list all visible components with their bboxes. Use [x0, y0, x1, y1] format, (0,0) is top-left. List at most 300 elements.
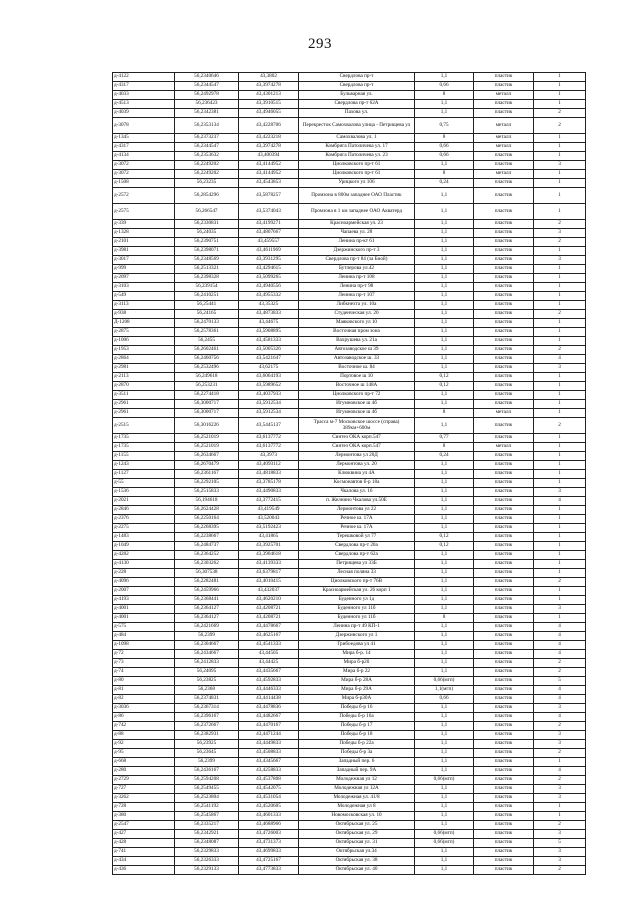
- longitude-cell: 43,4688966: [239, 821, 299, 830]
- latitude-cell: 56,2238667: [175, 533, 239, 542]
- volume-cell: 1,1: [415, 229, 474, 238]
- latitude-cell: 56,2521019: [175, 443, 239, 452]
- site-id-cell: д-4130: [113, 560, 175, 569]
- site-id-cell: д-1127: [113, 470, 175, 479]
- material-cell: пластик: [474, 722, 534, 731]
- latitude-cell: 56,23645: [175, 749, 239, 758]
- volume-cell: 1,1: [415, 355, 474, 364]
- table-row: [113, 319, 586, 328]
- latitude-cell: 56,2364252: [175, 551, 239, 560]
- material-cell: пластик: [474, 256, 534, 265]
- latitude-cell: 56,2348087: [175, 839, 239, 848]
- address-cell: Либкнехта ул. 10а: [299, 301, 415, 310]
- material-cell: пластик: [474, 337, 534, 346]
- address-cell: Победы б-р 22а: [299, 740, 415, 749]
- material-cell: пластик: [474, 659, 534, 668]
- material-cell: пластик: [474, 830, 534, 839]
- site-id-cell: д-3072: [113, 161, 175, 170]
- latitude-cell: 56,2282481: [175, 578, 239, 587]
- site-id-cell: д-1483: [113, 533, 175, 542]
- longitude-cell: 43,4541333: [239, 641, 299, 650]
- address-cell: Трасса м-7 Московское шоссе (справа) 389км+600м: [299, 418, 415, 434]
- table-row: [113, 515, 586, 524]
- latitude-cell: 56,23825: [175, 677, 239, 686]
- count-cell: 2: [534, 821, 586, 830]
- volume-cell: 0,66(мгп): [415, 830, 474, 839]
- page-number: 293: [308, 36, 332, 52]
- volume-cell: 8: [415, 409, 474, 418]
- latitude-cell: 56,2342381: [175, 109, 239, 118]
- site-id-cell: д-428: [113, 839, 175, 848]
- latitude-cell: 56,2364127: [175, 614, 239, 623]
- count-cell: 2: [534, 220, 586, 229]
- volume-cell: 0,75: [415, 118, 474, 134]
- count-cell: 3: [534, 830, 586, 839]
- table-row: [113, 188, 586, 204]
- volume-cell: 8: [415, 91, 474, 100]
- latitude-cell: 56,2326333: [175, 857, 239, 866]
- volume-cell: 1,1: [415, 265, 474, 274]
- table-row: [113, 704, 586, 713]
- address-cell: Мира б-р 28А: [299, 677, 415, 686]
- volume-cell: 1,1: [415, 803, 474, 812]
- site-id-cell: д-434: [113, 857, 175, 866]
- volume-cell: 1,1: [415, 479, 474, 488]
- count-cell: 1: [534, 247, 586, 256]
- count-cell: 1: [534, 391, 586, 400]
- longitude-cell: 43,4414438: [239, 695, 299, 704]
- material-cell: пластик: [474, 265, 534, 274]
- count-cell: 2: [534, 749, 586, 758]
- table-row: [113, 265, 586, 274]
- site-id-cell: д-2864: [113, 355, 175, 364]
- latitude-cell: 56,2274418: [175, 391, 239, 400]
- material-cell: пластик: [474, 152, 534, 161]
- latitude-cell: 56,2340646: [175, 73, 239, 82]
- volume-cell: 1,1: [415, 319, 474, 328]
- table-row: [113, 310, 586, 319]
- latitude-cell: 56,2492978: [175, 91, 239, 100]
- address-cell: Мира б-р 22: [299, 668, 415, 677]
- table-row: [113, 632, 586, 641]
- address-cell: Победы б-р 16: [299, 704, 415, 713]
- table-row: [113, 866, 586, 875]
- longitude-cell: 43,4482667: [239, 713, 299, 722]
- longitude-cell: 43,520043: [239, 515, 299, 524]
- address-cell: Ленина пр-т 107: [299, 292, 415, 301]
- longitude-cell: 43,4037933: [239, 391, 299, 400]
- count-cell: 2: [534, 118, 586, 134]
- material-cell: пластик: [474, 497, 534, 506]
- address-cell: Ленина пр-кт 61: [299, 238, 415, 247]
- material-cell: пластик: [474, 418, 534, 434]
- volume-cell: 1,1: [415, 247, 474, 256]
- latitude-cell: 56,2373237: [175, 134, 239, 143]
- latitude-cell: 56,2250164: [175, 515, 239, 524]
- table-row: [113, 623, 586, 632]
- latitude-cell: 56,2549455: [175, 785, 239, 794]
- volume-cell: 0,24: [415, 452, 474, 461]
- material-cell: пластик: [474, 434, 534, 443]
- site-id-cell: д-2101: [113, 238, 175, 247]
- site-id-cell: д-3017: [113, 256, 175, 265]
- volume-cell: 1,1: [415, 848, 474, 857]
- material-cell: пластик: [474, 506, 534, 515]
- site-id-cell: д-2007: [113, 587, 175, 596]
- material-cell: пластик: [474, 355, 534, 364]
- table-row: [113, 283, 586, 292]
- material-cell: пластик: [474, 686, 534, 695]
- latitude-cell: 56,249618: [175, 373, 239, 382]
- site-id-cell: д-228: [113, 569, 175, 578]
- count-cell: 2: [534, 866, 586, 875]
- volume-cell: 1,1: [415, 794, 474, 803]
- volume-cell: 1,1: [415, 857, 474, 866]
- volume-cell: 0,24: [415, 179, 474, 188]
- volume-cell: 8: [415, 134, 474, 143]
- site-id-cell: д-1098: [113, 641, 175, 650]
- table-row: [113, 143, 586, 152]
- address-cell: Ленина пр-т 49 КП-1: [299, 623, 415, 632]
- volume-cell: 1,1: [415, 821, 474, 830]
- longitude-cell: 43,5099265: [239, 274, 299, 283]
- table-row: [113, 179, 586, 188]
- table-row: [113, 686, 586, 695]
- volume-cell: 1,1: [415, 767, 474, 776]
- table-row: [113, 587, 586, 596]
- table-row: [113, 767, 586, 776]
- site-id-cell: д-4513: [113, 100, 175, 109]
- table-row: [113, 812, 586, 821]
- latitude-cell: 56,2249202: [175, 161, 239, 170]
- longitude-cell: 43,5005326: [239, 346, 299, 355]
- site-id-cell: д-3511: [113, 391, 175, 400]
- count-cell: 1: [534, 82, 586, 91]
- site-id-cell: д-1735: [113, 443, 175, 452]
- site-id-cell: д-95: [113, 749, 175, 758]
- latitude-cell: 56,253231: [175, 382, 239, 391]
- count-cell: 1: [534, 533, 586, 542]
- latitude-cell: 56,2484737: [175, 542, 239, 551]
- material-cell: пластик: [474, 848, 534, 857]
- latitude-cell: 56,194618: [175, 497, 239, 506]
- longitude-cell: 43,5908895: [239, 328, 299, 337]
- latitude-cell: 56,2390751: [175, 238, 239, 247]
- latitude-cell: 56,2335217: [175, 821, 239, 830]
- site-id-cell: д-2870: [113, 382, 175, 391]
- latitude-cell: 56,2541192: [175, 803, 239, 812]
- site-id-cell: д-1345: [113, 134, 175, 143]
- volume-cell: 8: [415, 614, 474, 623]
- volume-cell: 1,1: [415, 470, 474, 479]
- volume-cell: 1,1: [415, 749, 474, 758]
- site-id-cell: д-80: [113, 677, 175, 686]
- longitude-cell: 43,3772415: [239, 497, 299, 506]
- material-cell: пластик: [474, 596, 534, 605]
- material-cell: пластик: [474, 109, 534, 118]
- table-row: [113, 722, 586, 731]
- site-id-cell: д-3103: [113, 283, 175, 292]
- longitude-cell: 43,3904618: [239, 551, 299, 560]
- longitude-cell: 43,3802: [239, 73, 299, 82]
- material-cell: пластик: [474, 220, 534, 229]
- address-cell: Лермонтова ул. 20: [299, 461, 415, 470]
- site-id-cell: д-1328: [113, 229, 175, 238]
- longitude-cell: 43,4807667: [239, 229, 299, 238]
- table-row: [113, 614, 586, 623]
- table-row: [113, 524, 586, 533]
- material-cell: пластик: [474, 452, 534, 461]
- table-row: [113, 578, 586, 587]
- longitude-cell: 43,4093112: [239, 461, 299, 470]
- latitude-cell: 56,2513321: [175, 265, 239, 274]
- volume-cell: 1,1: [415, 506, 474, 515]
- site-id-cell: д-3072: [113, 170, 175, 179]
- data-table: [112, 72, 586, 875]
- latitude-cell: 56,2329133: [175, 866, 239, 875]
- volume-cell: 0,66(мгп): [415, 839, 474, 848]
- site-id-cell: д-1243: [113, 461, 175, 470]
- table-row: [113, 506, 586, 515]
- address-cell: Буденного ул 1д: [299, 596, 415, 605]
- longitude-cell: 43,4592833: [239, 677, 299, 686]
- longitude-cell: 43,41865: [239, 533, 299, 542]
- longitude-cell: 43,3925701: [239, 542, 299, 551]
- address-cell: Октябрьская ул.34: [299, 848, 415, 857]
- table-row: [113, 740, 586, 749]
- address-cell: Комбрига Патоличева ул. 17: [299, 143, 415, 152]
- address-cell: Победы б-р 3а: [299, 749, 415, 758]
- material-cell: пластик: [474, 632, 534, 641]
- count-cell: 2: [534, 346, 586, 355]
- count-cell: 1: [534, 274, 586, 283]
- material-cell: пластик: [474, 839, 534, 848]
- material-cell: пластик: [474, 668, 534, 677]
- longitude-cell: 43,6379817: [239, 569, 299, 578]
- count-cell: 1: [534, 461, 586, 470]
- latitude-cell: 56,307538: [175, 569, 239, 578]
- latitude-cell: 56,2364127: [175, 605, 239, 614]
- volume-cell: 0,12: [415, 533, 474, 542]
- material-cell: пластик: [474, 533, 534, 542]
- longitude-cell: 43,4581333: [239, 337, 299, 346]
- volume-cell: 1,1: [415, 731, 474, 740]
- volume-cell: 8: [415, 170, 474, 179]
- site-id-cell: д-2572: [113, 188, 175, 204]
- address-cell: Комбрига Патоличева ул. 23: [299, 152, 415, 161]
- material-cell: пластик: [474, 373, 534, 382]
- material-cell: пластик: [474, 542, 534, 551]
- address-cell: Дзержинского пр-т 3: [299, 247, 415, 256]
- site-id-cell: д-484: [113, 632, 175, 641]
- count-cell: 2: [534, 659, 586, 668]
- latitude-cell: 56,2268395: [175, 524, 239, 533]
- address-cell: Молодежная ул 12А: [299, 785, 415, 794]
- count-cell: 1: [534, 204, 586, 220]
- site-id-cell: д-2875: [113, 328, 175, 337]
- longitude-cell: 43,3931295: [239, 256, 299, 265]
- address-cell: Циолковского пр-т 72: [299, 391, 415, 400]
- address-cell: Синтез ОКА корп.547: [299, 434, 415, 443]
- latitude-cell: 56,2459966: [175, 587, 239, 596]
- count-cell: 4: [534, 650, 586, 659]
- latitude-cell: 56,2398328: [175, 274, 239, 283]
- longitude-cell: 43,6137772: [239, 443, 299, 452]
- material-cell: пластик: [474, 179, 534, 188]
- count-cell: 3: [534, 256, 586, 265]
- table-row: [113, 668, 586, 677]
- count-cell: 4: [534, 713, 586, 722]
- material-cell: металл: [474, 91, 534, 100]
- latitude-cell: 56,2455: [175, 337, 239, 346]
- latitude-cell: 56,2532496: [175, 364, 239, 373]
- count-cell: 1: [534, 143, 586, 152]
- site-id-cell: д-86: [113, 713, 175, 722]
- address-cell: Победы б-р 18: [299, 731, 415, 740]
- volume-cell: 1,1: [415, 704, 474, 713]
- longitude-cell: 43,4471244: [239, 731, 299, 740]
- site-id-cell: д-4001: [113, 614, 175, 623]
- site-id-cell: д-575: [113, 623, 175, 632]
- volume-cell: 1,1: [415, 866, 474, 875]
- volume-cell: 1,1: [415, 641, 474, 650]
- count-cell: 1: [534, 479, 586, 488]
- site-id-cell: д-2981: [113, 364, 175, 373]
- count-cell: 4: [534, 355, 586, 364]
- count-cell: 1: [534, 596, 586, 605]
- site-id-cell: д-1536: [113, 488, 175, 497]
- volume-cell: 1,1: [415, 659, 474, 668]
- material-cell: пластик: [474, 346, 534, 355]
- volume-cell: 1,1: [415, 551, 474, 560]
- address-cell: Свердлова пр-т 84 (за Биой): [299, 256, 415, 265]
- material-cell: пластик: [474, 391, 534, 400]
- site-id-cell: д-1508: [113, 179, 175, 188]
- address-cell: Урицкого ул 106: [299, 179, 415, 188]
- material-cell: пластик: [474, 461, 534, 470]
- latitude-cell: 56,2545867: [175, 812, 239, 821]
- latitude-cell: 56,2329833: [175, 848, 239, 857]
- latitude-cell: 56,2515833: [175, 488, 239, 497]
- longitude-cell: 43,3785178: [239, 479, 299, 488]
- site-id-cell: д-73: [113, 659, 175, 668]
- table-row: [113, 391, 586, 400]
- material-cell: пластик: [474, 650, 534, 659]
- latitude-cell: 56,2460756: [175, 355, 239, 364]
- latitude-cell: 56,23235: [175, 179, 239, 188]
- address-cell: Красноармейская ул. 26 корп 1: [299, 587, 415, 596]
- table-row: [113, 382, 586, 391]
- material-cell: пластик: [474, 857, 534, 866]
- longitude-cell: 43,4726003: [239, 830, 299, 839]
- material-cell: металл: [474, 170, 534, 179]
- table-row: [113, 839, 586, 848]
- longitude-cell: 43,4228706: [239, 118, 299, 134]
- count-cell: 3: [534, 785, 586, 794]
- material-cell: пластик: [474, 319, 534, 328]
- longitude-cell: 43,4955332: [239, 292, 299, 301]
- table-row: [113, 364, 586, 373]
- latitude-cell: 56,2292105: [175, 479, 239, 488]
- longitude-cell: 43,4542075: [239, 785, 299, 794]
- material-cell: пластик: [474, 382, 534, 391]
- table-row: [113, 170, 586, 179]
- container-sites-table: [112, 72, 585, 875]
- table-row: [113, 204, 586, 220]
- volume-cell: 1,1: [415, 391, 474, 400]
- table-row: [113, 821, 586, 830]
- latitude-cell: 56,2398071: [175, 247, 239, 256]
- volume-cell: 1,1: [415, 605, 474, 614]
- site-id-cell: д-4033: [113, 91, 175, 100]
- volume-cell: 0,12: [415, 542, 474, 551]
- material-cell: пластик: [474, 794, 534, 803]
- latitude-cell: 56,3000717: [175, 400, 239, 409]
- count-cell: 3: [534, 229, 586, 238]
- latitude-cell: 56,3000717: [175, 409, 239, 418]
- count-cell: 2: [534, 238, 586, 247]
- volume-cell: 1,1: [415, 274, 474, 283]
- table-row: [113, 776, 586, 785]
- volume-cell: 1,1: [415, 785, 474, 794]
- latitude-cell: 56,23925: [175, 740, 239, 749]
- table-row: [113, 301, 586, 310]
- address-cell: Октябрьская ул. 40: [299, 866, 415, 875]
- address-cell: Автозаводское ш. 33: [299, 355, 415, 364]
- longitude-cell: 43,4294615: [239, 265, 299, 274]
- site-id-cell: д-3113: [113, 301, 175, 310]
- table-row: [113, 443, 586, 452]
- longitude-cell: 43,3974278: [239, 143, 299, 152]
- count-cell: 3: [534, 857, 586, 866]
- latitude-cell: 56,2368441: [175, 596, 239, 605]
- count-cell: 1: [534, 265, 586, 274]
- longitude-cell: 43,5912534: [239, 400, 299, 409]
- longitude-cell: 43,4139333: [239, 560, 299, 569]
- count-cell: 1: [534, 803, 586, 812]
- count-cell: 1: [534, 569, 586, 578]
- volume-cell: 0,66(мгп): [415, 677, 474, 686]
- table-row: [113, 461, 586, 470]
- site-id-cell: д-339: [113, 220, 175, 229]
- latitude-cell: 56,2594208: [175, 776, 239, 785]
- count-cell: 1: [534, 400, 586, 409]
- table-row: [113, 109, 586, 118]
- material-cell: пластик: [474, 713, 534, 722]
- volume-cell: 1,1: [415, 812, 474, 821]
- table-row: [113, 118, 586, 134]
- address-cell: Клюквина ул 4А: [299, 470, 415, 479]
- count-cell: 3: [534, 364, 586, 373]
- volume-cell: 1,1: [415, 204, 474, 220]
- material-cell: пластик: [474, 524, 534, 533]
- latitude-cell: 56,2372667: [175, 722, 239, 731]
- address-cell: Свердлова пр-т: [299, 82, 415, 91]
- count-cell: 3: [534, 605, 586, 614]
- site-id-cell: д-2846: [113, 506, 175, 515]
- site-id-cell: д-3262: [113, 794, 175, 803]
- latitude-cell: 56,2434667: [175, 650, 239, 659]
- table-row: [113, 292, 586, 301]
- longitude-cell: 43,5374043: [239, 204, 299, 220]
- latitude-cell: 56,2368: [175, 686, 239, 695]
- volume-cell: 1,1: [415, 497, 474, 506]
- longitude-cell: 43,3973: [239, 452, 299, 461]
- address-cell: Циолковского пр-т 61: [299, 161, 415, 170]
- table-row: [113, 605, 586, 614]
- address-cell: Мира б-р20: [299, 659, 415, 668]
- volume-cell: 1,1: [415, 560, 474, 569]
